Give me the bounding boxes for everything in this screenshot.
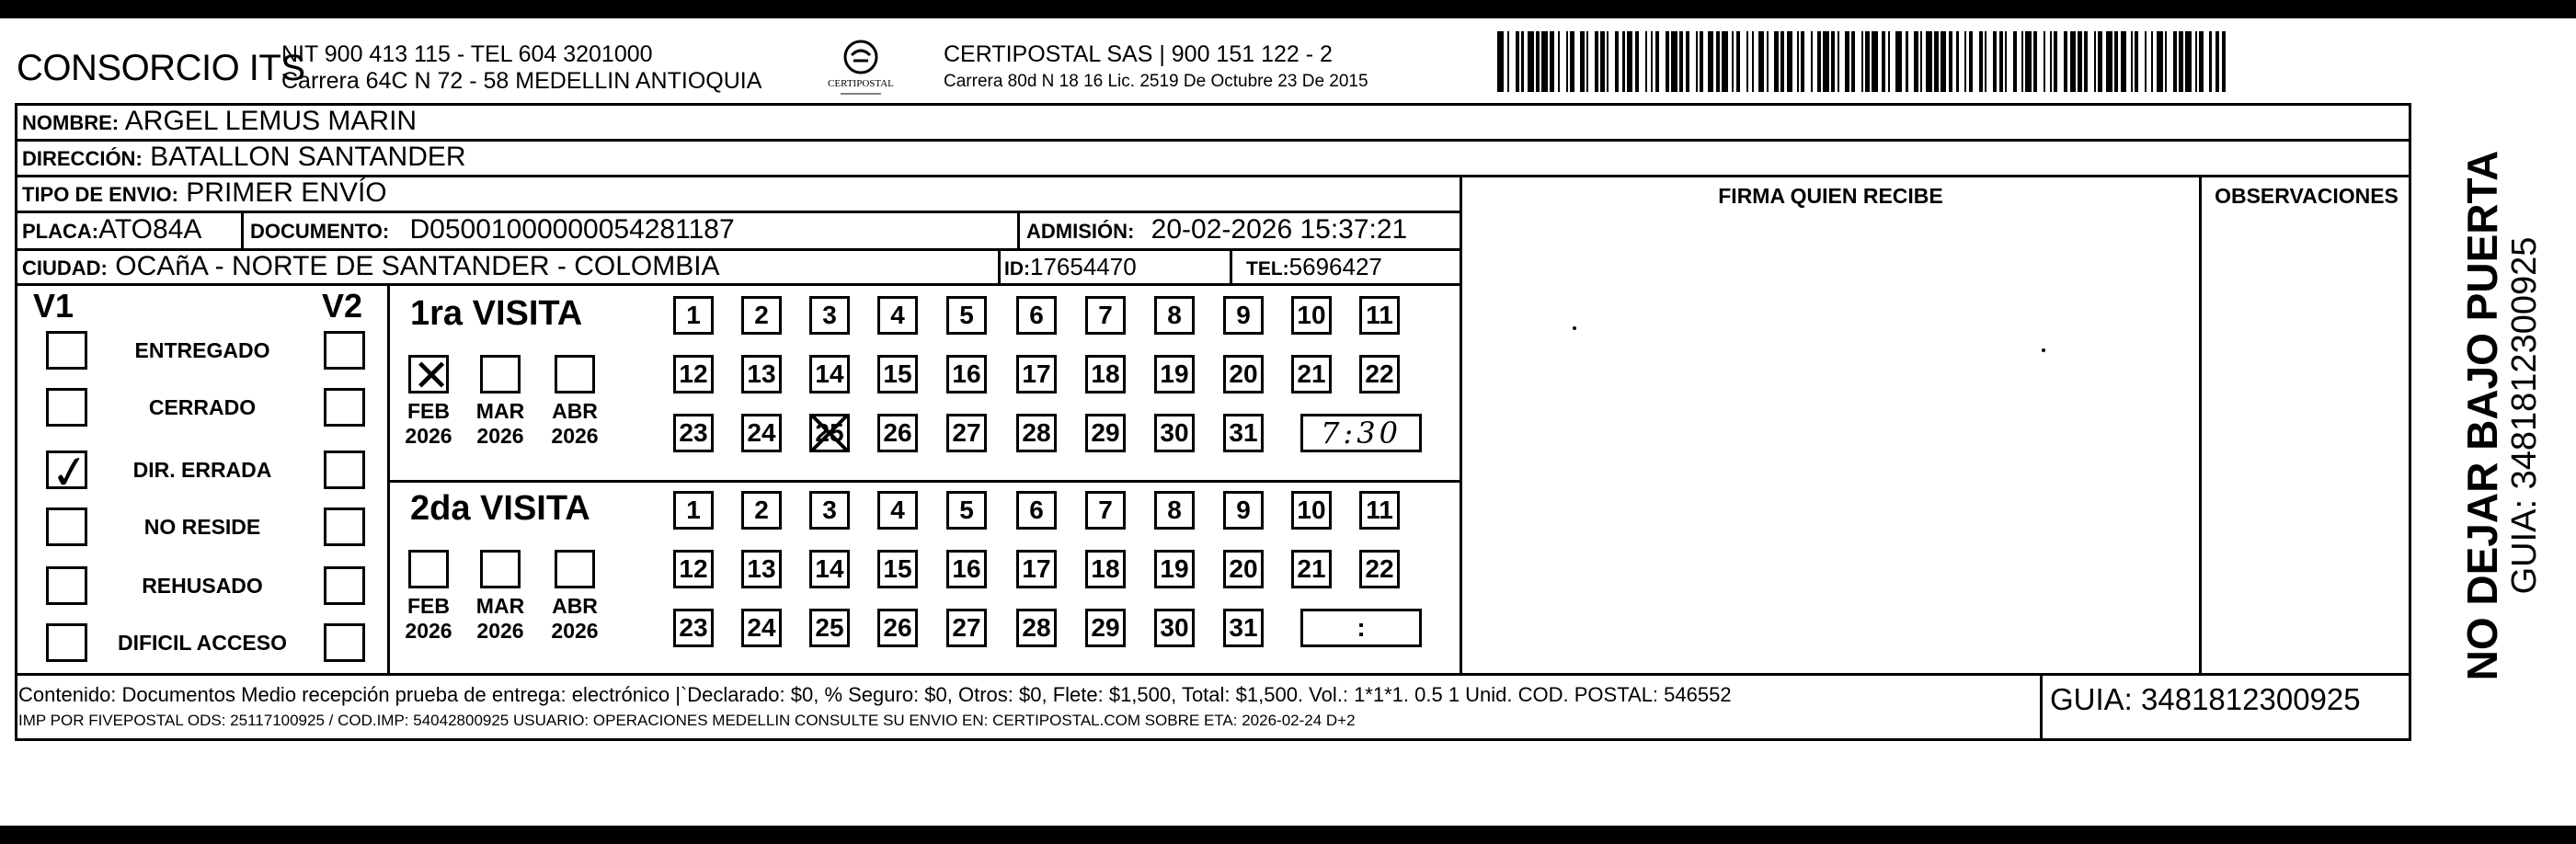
- month-checkbox[interactable]: [408, 550, 449, 588]
- barcode-bar: [1570, 31, 1574, 92]
- nombre-row: [22, 106, 417, 139]
- barcode-bar: [1507, 31, 1509, 92]
- barcode-bar: [1811, 31, 1813, 92]
- v1-checkbox[interactable]: [46, 623, 87, 662]
- day-box[interactable]: 17: [1016, 550, 1057, 588]
- day-box[interactable]: 24: [741, 414, 782, 452]
- day-box[interactable]: 25: [809, 414, 850, 452]
- day-box[interactable]: 31: [1223, 414, 1264, 452]
- day-box[interactable]: 3: [809, 491, 850, 530]
- placa-value: ATO84A: [98, 214, 202, 245]
- barcode-bar: [1627, 31, 1633, 92]
- day-box[interactable]: 30: [1154, 414, 1195, 452]
- admision-cell: [1026, 214, 1407, 247]
- barcode-bar: [1651, 31, 1653, 92]
- day-box[interactable]: 29: [1085, 414, 1126, 452]
- month-label: [538, 594, 612, 644]
- certipostal-sub: Carrera 80d N 18 16 Lic. 2519 De Octubre 23 De 2015: [944, 72, 1368, 91]
- day-box[interactable]: 23: [673, 414, 714, 452]
- month-checkbox[interactable]: [555, 550, 595, 588]
- barcode-bar: [1671, 31, 1677, 92]
- day-box[interactable]: 30: [1154, 609, 1195, 647]
- day-box[interactable]: 27: [946, 414, 987, 452]
- barcode-bar: [2084, 31, 2088, 92]
- observaciones-heading: OBSERVACIONES: [2215, 184, 2399, 208]
- day-box[interactable]: 27: [946, 609, 987, 647]
- address-line: Carrera 64C N 72 - 58 MEDELLIN ANTIOQUIA: [281, 68, 762, 94]
- day-box[interactable]: 14: [809, 355, 850, 393]
- placa-cell: [22, 214, 201, 247]
- day-box[interactable]: 22: [1359, 355, 1400, 393]
- barcode-bar: [1838, 31, 1839, 92]
- barcode-icon: [1497, 31, 2226, 92]
- col-divider: [2199, 175, 2202, 676]
- barcode-bar: [2209, 31, 2211, 92]
- barcode-bar: [1964, 31, 1966, 92]
- barcode-bar: [1941, 31, 1947, 92]
- day-box[interactable]: 13: [741, 550, 782, 588]
- status-label: CERRADO: [148, 395, 257, 419]
- scan-border-top: [0, 0, 2576, 18]
- barcode-bar: [1666, 31, 1669, 92]
- barcode-bar: [2050, 31, 2052, 92]
- day-box[interactable]: 12: [673, 550, 714, 588]
- barcode-bar: [2064, 31, 2067, 92]
- barcode-bar: [2165, 31, 2167, 92]
- day-box[interactable]: 22: [1359, 550, 1400, 588]
- v1-checkbox[interactable]: [46, 508, 87, 546]
- barcode-bar: [2135, 31, 2138, 92]
- row-divider: [15, 211, 1462, 213]
- day-box[interactable]: 28: [1016, 414, 1057, 452]
- scan-border-bottom: [0, 826, 2576, 844]
- day-box[interactable]: 10: [1291, 296, 1332, 335]
- direccion-label: DIRECCIÓN:: [22, 147, 143, 170]
- barcode-bar: [1736, 31, 1740, 92]
- v2-checkbox[interactable]: [324, 623, 365, 662]
- certipostal-line: CERTIPOSTAL SAS | 900 151 122 - 2: [944, 41, 1333, 67]
- day-box[interactable]: 18: [1085, 355, 1126, 393]
- day-box[interactable]: 6: [1016, 491, 1057, 530]
- barcode-bar: [1882, 31, 1885, 92]
- barcode-bar: [1993, 31, 1997, 92]
- day-box[interactable]: 12: [673, 355, 714, 393]
- time-box[interactable]: :: [1300, 609, 1422, 647]
- v2-checkbox[interactable]: [324, 566, 365, 605]
- month-year: 2026: [551, 424, 599, 448]
- barcode-bar: [1686, 31, 1689, 92]
- barcode-bar: [2098, 31, 2101, 92]
- status-label: REHUSADO: [142, 574, 263, 598]
- admision-label: ADMISIÓN:: [1026, 220, 1135, 243]
- barcode-bar: [2013, 31, 2017, 92]
- day-box[interactable]: 16: [946, 355, 987, 393]
- barcode-bar: [1607, 31, 1609, 92]
- visit-divider: [390, 480, 1462, 483]
- status-label: NO RESIDE: [143, 515, 261, 539]
- company-name: CONSORCIO ITS: [17, 48, 305, 88]
- month-name: ABR: [552, 399, 598, 423]
- barcode-bar: [1758, 31, 1765, 92]
- nombre-value: ARGEL LEMUS MARIN: [124, 106, 418, 136]
- certipostal-info: [944, 41, 1368, 95]
- barcode-bar: [1920, 31, 1922, 92]
- day-box[interactable]: 2: [741, 296, 782, 335]
- barcode-bar: [2151, 31, 2153, 92]
- barcode-bar: [1615, 31, 1619, 92]
- tel-label: TEL:: [1246, 258, 1289, 279]
- day-box[interactable]: 2: [741, 491, 782, 530]
- barcode-bar: [1732, 31, 1734, 92]
- barcode-bar: [1635, 31, 1639, 92]
- direccion-row: [22, 142, 466, 175]
- day-box[interactable]: 5: [946, 491, 987, 530]
- day-box[interactable]: 20: [1223, 550, 1264, 588]
- barcode-bar: [1895, 31, 1902, 92]
- barcode-bar: [1906, 31, 1907, 92]
- barcode-bar: [1934, 31, 1938, 92]
- nombre-label: NOMBRE:: [22, 111, 120, 134]
- v1-heading: V1: [33, 287, 74, 325]
- barcode-bar: [1979, 31, 1983, 92]
- admision-value: 20-02-2026 15:37:21: [1151, 214, 1408, 245]
- barcode-bar: [1528, 31, 1534, 92]
- month-label: [464, 594, 537, 644]
- barcode-bar: [1831, 31, 1835, 92]
- barcode-bar: [1801, 31, 1804, 92]
- v2-checkbox[interactable]: [324, 388, 365, 427]
- documento-cell: [250, 214, 735, 247]
- barcode-bar: [2070, 31, 2077, 92]
- barcode-bar: [1586, 31, 1588, 92]
- month-checkbox[interactable]: [480, 550, 521, 588]
- cell-divider: [1230, 248, 1232, 286]
- day-box[interactable]: 19: [1154, 550, 1195, 588]
- barcode-bar: [1595, 31, 1598, 92]
- v1-checkbox[interactable]: [46, 331, 87, 370]
- status-label: DIFICIL ACCESO: [117, 631, 287, 655]
- barcode-bar: [1558, 31, 1560, 92]
- barcode-bar: [1969, 31, 1973, 92]
- barcode-bar: [1823, 31, 1829, 92]
- imp-line: IMP POR FIVEPOSTAL ODS: 25117100925 / COD.IMP: 54042800925 USUARIO: OPERACIONES MEDELLIN CONSULTE SU ENVIO EN: CERTIPOSTAL.COM SOBRE ETA: 2026-02-24 D+2: [18, 712, 1356, 729]
- barcode-bar: [2185, 31, 2192, 92]
- day-box[interactable]: 7: [1085, 296, 1126, 335]
- barcode-bar: [1655, 31, 1659, 92]
- day-box[interactable]: 31: [1223, 609, 1264, 647]
- day-box[interactable]: 10: [1291, 491, 1332, 530]
- day-box[interactable]: 1: [673, 296, 714, 335]
- day-box[interactable]: 7: [1085, 491, 1126, 530]
- placa-label: PLACA:: [22, 220, 99, 243]
- barcode-bar: [1700, 31, 1703, 92]
- barcode-bar: [2021, 31, 2023, 92]
- barcode-bar: [1787, 31, 1793, 92]
- v1-checkbox[interactable]: [46, 388, 87, 427]
- barcode-bar: [1541, 31, 1548, 92]
- barcode-bar: [1679, 31, 1683, 92]
- side-guia: GUIA: 3481812300925: [2505, 236, 2544, 595]
- barcode-bar: [2145, 31, 2147, 92]
- barcode-bar: [1746, 31, 1748, 92]
- barcode-bar: [2222, 31, 2226, 92]
- barcode-bar: [2195, 31, 2197, 92]
- barcode-bar: [1926, 31, 1932, 92]
- day-box[interactable]: 6: [1016, 296, 1057, 335]
- barcode-bar: [1999, 31, 2003, 92]
- month-name: FEB: [407, 399, 450, 423]
- day-box[interactable]: 9: [1223, 296, 1264, 335]
- footer-cell-divider: [2040, 673, 2043, 741]
- ciudad-value: OCAñA - NORTE DE SANTANDER - COLOMBIA: [115, 251, 720, 281]
- tipo-row: [22, 177, 387, 211]
- guia-number: GUIA: 3481812300925: [2050, 682, 2361, 716]
- day-box[interactable]: 29: [1085, 609, 1126, 647]
- barcode-bar: [1774, 31, 1778, 92]
- day-box[interactable]: 28: [1016, 609, 1057, 647]
- day-box[interactable]: 16: [946, 550, 987, 588]
- cell-divider: [241, 211, 244, 251]
- month-year: 2026: [405, 619, 452, 643]
- tipo-label: TIPO DE ENVIO:: [22, 183, 178, 206]
- barcode-bar: [2179, 31, 2182, 92]
- visit2-title: 2da VISITA: [410, 489, 590, 528]
- footer-divider: [15, 673, 2411, 676]
- firma-heading: FIRMA QUIEN RECIBE: [1718, 184, 1943, 208]
- day-box[interactable]: 4: [877, 296, 918, 335]
- barcode-bar: [2033, 31, 2037, 92]
- barcode-bar: [2005, 31, 2007, 92]
- direccion-value: BATALLON SANTANDER: [150, 142, 466, 172]
- day-box[interactable]: 18: [1085, 550, 1126, 588]
- day-box[interactable]: 13: [741, 355, 782, 393]
- day-box[interactable]: 15: [877, 550, 918, 588]
- day-box[interactable]: 9: [1223, 491, 1264, 530]
- v1-checkbox[interactable]: [46, 451, 87, 489]
- month-checkbox[interactable]: [555, 355, 595, 393]
- barcode-bar: [1645, 31, 1647, 92]
- day-box[interactable]: 26: [877, 609, 918, 647]
- day-box[interactable]: 11: [1359, 491, 1400, 530]
- month-name: MAR: [475, 399, 525, 423]
- visit1-title: 1ra VISITA: [410, 294, 583, 333]
- status-label: DIR. ERRADA: [132, 458, 272, 482]
- barcode-bar: [2025, 31, 2032, 92]
- v1-checkbox[interactable]: [46, 566, 87, 605]
- barcode-bar: [1888, 31, 1890, 92]
- documento-value: D05001000000054281187: [409, 214, 735, 245]
- time-box[interactable]: 7:30: [1300, 414, 1422, 452]
- day-box[interactable]: 20: [1223, 355, 1264, 393]
- barcode-bar: [1622, 31, 1624, 92]
- barcode-bar: [1580, 31, 1584, 92]
- barcode-bar: [1949, 31, 1952, 92]
- barcode-bar: [2054, 31, 2057, 92]
- tel-cell: [1246, 251, 1382, 285]
- barcode-bar: [1956, 31, 1958, 92]
- day-box[interactable]: 25: [809, 609, 850, 647]
- month-name: MAR: [475, 594, 525, 618]
- barcode-bar: [1767, 31, 1769, 92]
- day-box[interactable]: 23: [673, 609, 714, 647]
- nit-line: NIT 900 413 115 - TEL 604 3201000: [281, 41, 653, 67]
- month-name: FEB: [407, 594, 450, 618]
- month-year: 2026: [476, 424, 524, 448]
- status-label: ENTREGADO: [134, 338, 270, 362]
- barcode-bar: [2173, 31, 2177, 92]
- day-box[interactable]: 3: [809, 296, 850, 335]
- day-box[interactable]: 1: [673, 491, 714, 530]
- barcode-bar: [2121, 31, 2127, 92]
- month-checkbox[interactable]: [480, 355, 521, 393]
- v2-checkbox[interactable]: [324, 508, 365, 546]
- month-label: [538, 399, 612, 449]
- month-name: ABR: [552, 594, 598, 618]
- month-checkbox[interactable]: [408, 355, 449, 393]
- barcode-bar: [1722, 31, 1728, 92]
- col-divider: [1460, 175, 1462, 676]
- day-box[interactable]: 11: [1359, 296, 1400, 335]
- day-box[interactable]: 17: [1016, 355, 1057, 393]
- side-label: [2459, 151, 2544, 681]
- barcode-bar: [2094, 31, 2096, 92]
- barcode-bar: [1914, 31, 1918, 92]
- certipostal-logo: [815, 35, 907, 101]
- barcode-bar: [1985, 31, 1986, 92]
- barcode-bar: [1865, 31, 1869, 92]
- company-info: [281, 41, 761, 95]
- barcode-bar: [1817, 31, 1821, 92]
- day-box[interactable]: 24: [741, 609, 782, 647]
- day-box[interactable]: 14: [809, 550, 850, 588]
- barcode-bar: [1497, 31, 1504, 92]
- barcode-bar: [1845, 31, 1849, 92]
- signature-mark: [1573, 326, 1576, 330]
- month-year: 2026: [551, 619, 599, 643]
- day-box[interactable]: 26: [877, 414, 918, 452]
- day-box[interactable]: 19: [1154, 355, 1195, 393]
- month-label: [392, 399, 465, 449]
- contenido-line: Contenido: Documentos Medio recepción prueba de entrega: electrónico |`Declarado: $0, % Seguro: $0, Otros: $0, Flete: $1,500, Total: $1,500. Vol.: 1*1*1. 0.5 1 Unid. COD. POSTAL: 546552: [18, 683, 1732, 706]
- barcode-bar: [1797, 31, 1799, 92]
- cell-divider: [1017, 211, 1020, 251]
- day-box[interactable]: 8: [1154, 491, 1195, 530]
- barcode-bar: [1872, 31, 1878, 92]
- barcode-bar: [1516, 31, 1519, 92]
- barcode-bar: [1861, 31, 1863, 92]
- day-box[interactable]: 21: [1291, 355, 1332, 393]
- v2-heading: V2: [322, 287, 363, 325]
- id-label: ID:: [1004, 258, 1030, 279]
- barcode-bar: [2078, 31, 2081, 92]
- section-divider: [387, 283, 390, 676]
- barcode-bar: [1566, 31, 1568, 92]
- barcode-bar: [1536, 31, 1540, 92]
- documento-label: DOCUMENTO:: [250, 220, 390, 243]
- day-box[interactable]: 5: [946, 296, 987, 335]
- barcode-bar: [1752, 31, 1754, 92]
- barcode-bar: [2131, 31, 2133, 92]
- barcode-bar: [2114, 31, 2118, 92]
- day-box[interactable]: 15: [877, 355, 918, 393]
- day-box[interactable]: 21: [1291, 550, 1332, 588]
- barcode-bar: [1600, 31, 1604, 92]
- barcode-bar: [1851, 31, 1855, 92]
- side-warning: NO DEJAR BAJO PUERTA: [2458, 150, 2506, 681]
- barcode-bar: [1708, 31, 1714, 92]
- barcode-bar: [1696, 31, 1698, 92]
- month-year: 2026: [476, 619, 524, 643]
- id-cell: [1004, 251, 1137, 285]
- barcode-bar: [2157, 31, 2163, 92]
- v2-checkbox[interactable]: [324, 331, 365, 370]
- barcode-bar: [2044, 31, 2045, 92]
- barcode-bar: [2199, 31, 2203, 92]
- month-label: [392, 594, 465, 644]
- barcode-bar: [1550, 31, 1553, 92]
- ciudad-label: CIUDAD:: [22, 257, 108, 279]
- v2-checkbox[interactable]: [324, 451, 365, 489]
- cell-divider: [998, 248, 1001, 286]
- ciudad-cell: [22, 251, 720, 284]
- month-label: [464, 399, 537, 449]
- day-box[interactable]: 8: [1154, 296, 1195, 335]
- barcode-bar: [1521, 31, 1523, 92]
- tel-value: 5696427: [1288, 253, 1382, 280]
- tipo-value: PRIMER ENVÍO: [186, 177, 387, 208]
- id-value: 17654470: [1030, 253, 1137, 280]
- barcode-bar: [1780, 31, 1784, 92]
- day-box[interactable]: 4: [877, 491, 918, 530]
- barcode-bar: [2106, 31, 2112, 92]
- logo-text: CERTIPOSTAL: [828, 78, 894, 89]
- barcode-bar: [2215, 31, 2219, 92]
- barcode-bar: [1716, 31, 1720, 92]
- month-year: 2026: [405, 424, 452, 448]
- signature-mark: [2042, 348, 2045, 352]
